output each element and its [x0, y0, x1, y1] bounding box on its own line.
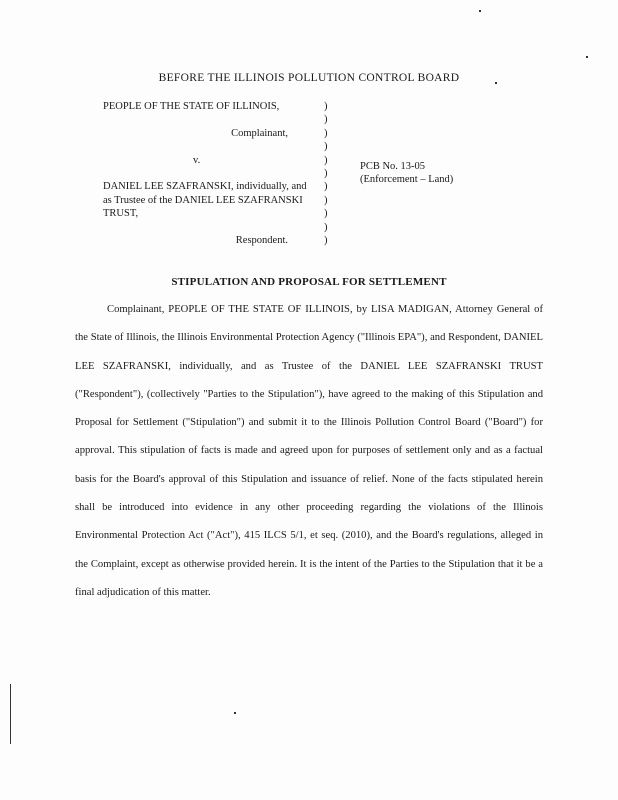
paren: ) [324, 114, 328, 126]
complainant-name: PEOPLE OF THE STATE OF ILLINOIS, [103, 101, 280, 112]
scan-speck [479, 10, 481, 12]
paren: ) [324, 141, 328, 153]
scan-speck [586, 56, 588, 58]
paren: ) [324, 194, 328, 206]
paren: ) [324, 101, 328, 112]
case-caption [103, 100, 503, 260]
scan-speck [495, 82, 497, 84]
respondent-line-1: DANIEL LEE SZAFRANSKI, individually, and [103, 181, 307, 193]
case-number: PCB No. 13-05 [360, 161, 426, 172]
paren: ) [324, 208, 328, 220]
scan-speck [10, 684, 11, 744]
caption-parentheses [324, 100, 334, 247]
paren: ) [324, 221, 328, 233]
paren: ) [324, 181, 328, 193]
document-title: STIPULATION AND PROPOSAL FOR SETTLEMENT [171, 276, 447, 288]
body-paragraph [75, 296, 543, 607]
paren: ) [324, 234, 328, 246]
paren: ) [324, 167, 328, 179]
case-info [360, 160, 500, 187]
respondent-role: Respondent. [235, 234, 288, 246]
versus-label: v. [193, 154, 201, 166]
board-header: BEFORE THE ILLINOIS POLLUTION CONTROL BOARD [158, 72, 460, 84]
caption-parties [103, 100, 308, 247]
paren: ) [324, 127, 328, 139]
complainant-role: Complainant, [231, 127, 288, 139]
respondent-line-2: as Trustee of the DANIEL LEE SZAFRANSKI [103, 194, 303, 206]
scan-speck [234, 712, 236, 714]
paragraph-text: Complainant, PEOPLE OF THE STATE OF ILLINOIS, by LISA MADIGAN, Attorney General of the State of Illinois, the Illinois Environmental Protection Agency ("Illinois EPA"), and Respondent, DANIEL LEE SZAFRANSKI, individually, and as Trustee of the DANIEL LEE SZAFRANSKI TRUST ("Respondent"), (collectively "Parties to the Stipulation"), have agreed to the making of this Stipulation and Proposal for Settlement ("Stipulation") and submit it to the Illinois Pollution Control Board ("Board") for approval. This stipulation of facts is made and agreed upon for purposes of settlement only and as a factual basis for the Board's approval of this Stipulation and issuance of relief. None of the facts stipulated herein shall be introduced into evidence in any other proceeding regarding the violations of the Illinois Environmental Protection Act ("Act"), 415 ILCS 5/1, et seq. (2010), and the Board's regulations, alleged in the Complaint, except as otherwise provided herein. It is the intent of the Parties to the Stipulation that it be a final adjudication of this matter. [75, 304, 543, 598]
respondent-line-3: TRUST, [103, 208, 139, 220]
paren: ) [324, 154, 328, 166]
case-type: (Enforcement – Land) [360, 174, 454, 186]
